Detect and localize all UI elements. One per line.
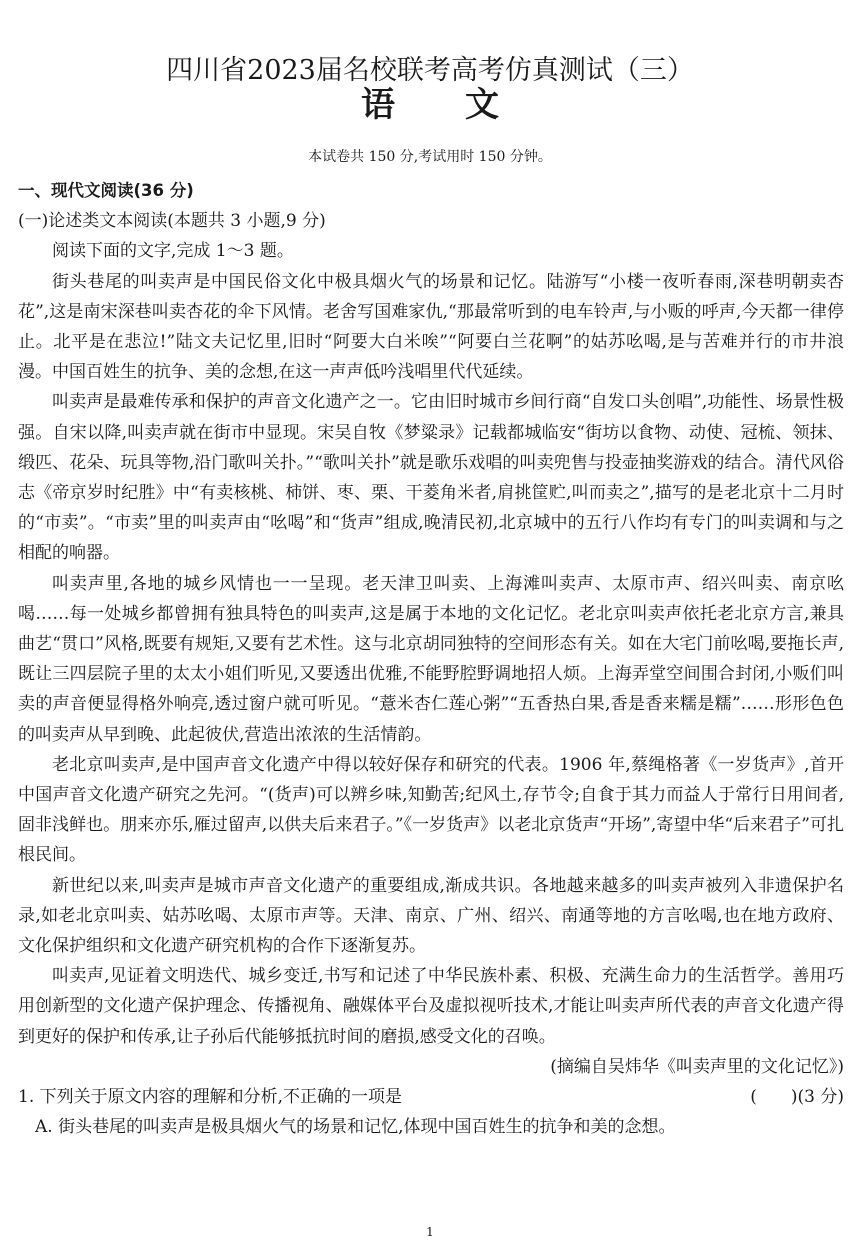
article-paragraph-2: 叫卖声是最难传承和保护的声音文化遗产之一。它由旧时城市乡间行商“自发口头创唱”,功能性、场景性极强。自宋以降,叫卖声就在街市中显现。宋吴自牧《梦粱录》记载都城临安“街坊以食物、动使、冠梳、领抹、缎匹、花朵、玩具等物,沿门歌叫关扑。”“歌叫关扑”就是歌乐戏唱的叫卖兜售与投壶抽奖游戏的结合。清代风俗志《帝京岁时纪胜》中“有卖核桃、柿饼、枣、栗、干菱角米者,肩挑筐贮,叫而卖之”,描写的是老北京十二月时的“市卖”。“市卖”里的叫卖声由“吆喝”和“货声”组成,晚清民初,北京城中的五行八作均有专门的叫卖调和与之相配的响器。 (18, 392, 844, 564)
exam-title: 四川省2023届名校联考高考仿真测试（三） (166, 55, 694, 86)
exam-note: 本试卷共 150 分,考试用时 150 分钟。 (308, 149, 552, 165)
article-paragraph-4: 老北京叫卖声,是中国声音文化遗产中得以较好保存和研究的代表。1906 年,蔡绳格著《一岁货声》,首开中国声音文化遗产研究之先河。“(货声)可以辨乡味,知勤苦;纪风土,存节令;自食于其力而益人于常行日用间者,固非浅鲜也。朋来亦乐,雁过留声,以供夫后来君子。”《一岁货声》以老北京货声“开场”,寄望中华“后来君子”可扎根民间。 (18, 754, 844, 866)
article-paragraph-5: 新世纪以来,叫卖声是城市声音文化遗产的重要组成,渐成共识。各地越来越多的叫卖声被列入非遗保护名录,如老北京叫卖、姑苏吆喝、太原市声等。天津、南京、广州、绍兴、南通等地的方言吆喝,也在地方政府、文化保护组织和文化遗产研究机构的合作下逐渐复苏。 (18, 875, 844, 957)
page-number: 1 (426, 1225, 434, 1239)
question-1-stem: 1. 下列关于原文内容的理解和分析,不正确的一项是 (18, 1087, 403, 1108)
subject-char-1: 语 (361, 85, 395, 125)
section-heading: 一、现代文阅读(36 分) (18, 181, 194, 200)
article-paragraph-1: 街头巷尾的叫卖声是中国民俗文化中极具烟火气的场景和记忆。陆游写“小楼一夜听春雨,深巷明朝卖杏花”,这是南宋深巷叫卖杏花的伞下风情。老舍写国难家仇,“那最常听到的电车铃声,与小贩的呼声,今天都一律停止。北平是在悲泣!”陆文夫记忆里,旧时“阿要大白米唉”“阿要白兰花啊”的姑苏吆喝,是与苦难并行的市井浪漫。中国百姓生的抗争、美的念想,在这一声声低吟浅唱里代代延续。 (18, 271, 844, 383)
subject-char-2: 文 (465, 85, 499, 125)
article-source: (摘编自吴炜华《叫卖声里的文化记忆》) (550, 1056, 844, 1077)
reading-instruction: 阅读下面的文字,完成 1～3 题。 (52, 241, 294, 262)
article-paragraph-6: 叫卖声,见证着文明迭代、城乡变迁,书写和记述了中华民族朴素、积极、充满生命力的生活哲学。善用巧用创新型的文化遗产保护理念、传播视角、融媒体平台及虚拟视听技术,才能让叫卖声所代表的声音文化遗产得到更好的保护和传承,让子孙后代能够抵抗时间的磨损,感受文化的召唤。 (18, 966, 844, 1047)
section-subheading: (一)论述类文本阅读(本题共 3 小题,9 分) (18, 211, 326, 232)
question-1-answer-blank: ( )(3 分) (750, 1087, 844, 1108)
question-1 (18, 1082, 844, 1112)
exam-body (18, 176, 844, 1143)
subject-title (0, 85, 860, 125)
article-paragraph-3: 叫卖声里,各地的城乡风情也一一呈现。老天津卫叫卖、上海滩叫卖声、太原市声、绍兴叫卖、南京吆喝……每一处城乡都曾拥有独具特色的叫卖声,这是属于本地的文化记忆。老北京叫卖声依托老北京方言,兼具曲艺“贯口”风格,既要有规矩,又要有艺术性。这与北京胡同独特的空间形态有关。如在大宅门前吆喝,要拖长声,既让三四层院子里的太太小姐们听见,又要透出优雅,不能野腔野调地招人烦。上海弄堂空间围合封闭,小贩们叫卖的声音便显得格外响亮,透过窗户就可听见。“薏米杏仁莲心粥”“五香热白果,香是香来糯是糯”……形形色色的叫卖声从早到晚、此起彼伏,营造出浓浓的生活情韵。 (18, 573, 844, 745)
question-1-option-a: A. 街头巷尾的叫卖声是极具烟火气的场景和记忆,体现中国百姓生的抗争和美的念想。 (35, 1117, 676, 1138)
